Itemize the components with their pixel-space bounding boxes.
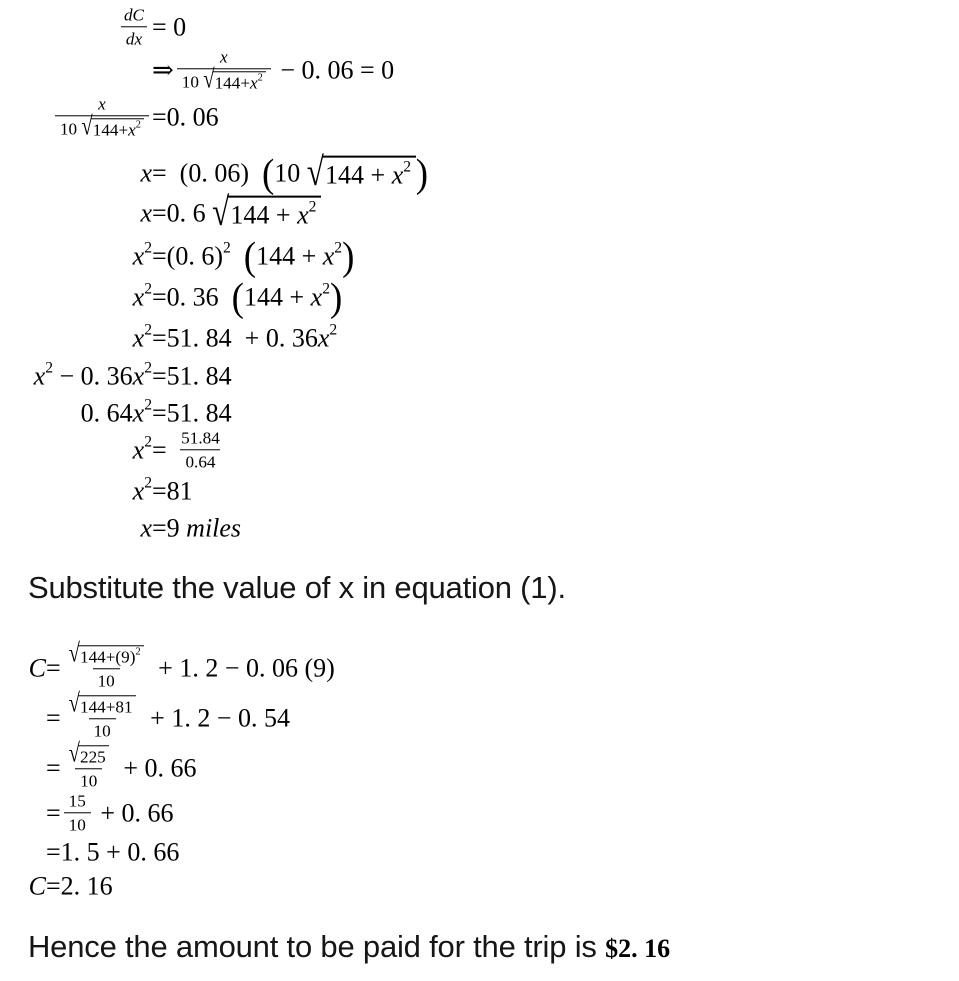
equation-rhs: [46, 791, 174, 834]
math-text: − 0. 06 = 0: [273, 55, 395, 85]
fraction-denominator: [89, 718, 116, 741]
eq-x-simplified: [0, 188, 959, 234]
eq-x-squared-036: [0, 274, 959, 319]
radicand: [91, 118, 144, 140]
equation-lhs: [0, 512, 152, 543]
radical-sign-icon: √: [203, 65, 215, 94]
fraction-numerator: [215, 47, 233, 68]
math-text: 144 +: [230, 200, 298, 230]
math-text: 144+81: [80, 697, 133, 717]
math-text: =: [46, 798, 61, 828]
math-text: 15: [68, 791, 86, 811]
math-text: =0. 36: [152, 282, 232, 312]
math-text: − 0. 36: [52, 361, 133, 391]
equation-lhs: [0, 652, 46, 683]
math-variable: x: [132, 323, 145, 353]
math-text: 10: [274, 158, 307, 188]
radicand: [78, 645, 144, 667]
math-text: + 0. 66: [116, 753, 197, 783]
equation-rhs: [46, 690, 290, 741]
math-variable: x: [220, 47, 228, 67]
superscript: 2: [144, 433, 152, 451]
eq-implies-ratio-minus: [0, 47, 959, 92]
math-text: =: [152, 435, 174, 465]
amount-value: $2. 16: [605, 934, 671, 963]
stretched-paren: (: [231, 274, 244, 319]
equation-rhs: [152, 397, 232, 428]
superscript: 2: [334, 239, 343, 257]
square-root: [306, 148, 416, 194]
fraction: [64, 690, 141, 741]
fraction: [176, 428, 225, 471]
square-root: [68, 690, 136, 719]
math-variable: x: [250, 73, 258, 93]
radicand: [78, 745, 109, 767]
equation-rhs: [152, 11, 186, 42]
math-text: 10: [59, 118, 82, 138]
equation-rhs: [152, 428, 228, 471]
math-text: 144 +: [256, 241, 323, 271]
equation-lhs: [0, 434, 152, 465]
superscript: 2: [329, 321, 338, 339]
math-text: =9: [152, 513, 187, 543]
math-text: 144+: [92, 120, 129, 140]
superscript: 2: [144, 280, 152, 298]
math-text: =0. 6: [152, 198, 213, 228]
radical-sign-icon: √: [81, 112, 93, 141]
math-text: + 1. 2 − 0. 54: [143, 703, 290, 733]
superscript: 2: [257, 72, 263, 84]
math-text: 10: [93, 721, 111, 741]
equation-lhs: [0, 240, 152, 271]
radical-sign-icon: √: [212, 188, 230, 234]
math-text: 10: [181, 71, 204, 91]
stretched-paren: ): [329, 274, 343, 319]
eq-81: [0, 475, 959, 506]
radicand: [322, 156, 416, 191]
equation-lhs: [0, 5, 152, 48]
eq-C-step5: [0, 836, 959, 867]
stretched-paren: (: [243, 233, 257, 278]
equation-lhs: [0, 322, 152, 353]
radicand: [213, 71, 266, 93]
fraction-denominator: [121, 26, 147, 49]
math-text: 10: [68, 815, 86, 834]
math-text: =51. 84 + 0. 36: [152, 323, 318, 353]
math-text: =2. 16: [46, 871, 113, 901]
equation-rhs: [46, 836, 179, 867]
eq-ratio-equals: [0, 94, 959, 139]
fraction-denominator: [55, 112, 149, 141]
heading-conclusion: [28, 929, 670, 965]
math-variable: dC: [123, 5, 144, 25]
math-variable: x: [132, 361, 145, 391]
heading-substitute: [28, 570, 566, 606]
stretched-paren: (: [261, 150, 275, 195]
radicand: [227, 196, 321, 231]
square-root: [68, 640, 144, 669]
fraction: [64, 791, 91, 834]
equation-lhs: [0, 475, 152, 506]
radical-sign-icon: √: [68, 640, 80, 669]
fraction: [64, 740, 114, 791]
equation-rhs: [152, 188, 321, 234]
equation-rhs: [152, 475, 193, 506]
fraction-denominator: [180, 449, 220, 472]
equation-rhs: [152, 274, 343, 319]
math-text: 10: [80, 771, 98, 791]
equation-rhs: [46, 740, 197, 791]
radical-sign-icon: √: [306, 148, 324, 194]
equation-rhs: [152, 322, 337, 353]
equation-lhs: [0, 197, 152, 228]
stretched-paren: ): [342, 233, 355, 278]
math-variable: x: [132, 398, 145, 428]
square-root: [203, 65, 266, 94]
eq-divide: [0, 428, 959, 471]
math-variable: x: [132, 476, 145, 506]
math-variable: x: [310, 282, 323, 312]
eq-C-step2: [0, 690, 959, 741]
math-text: 144 +: [325, 160, 392, 190]
equation-rhs: [152, 47, 394, 92]
math-variable: x: [132, 435, 145, 465]
fraction-numerator: [119, 5, 149, 26]
radical-sign-icon: √: [68, 690, 80, 719]
equation-rhs: [152, 233, 355, 278]
eq-derivative-zero: [0, 5, 959, 48]
eq-collect-terms: [0, 360, 959, 391]
equation-lhs: [0, 157, 152, 188]
eq-C-step3: [0, 740, 959, 791]
radicand: [78, 695, 136, 717]
fraction-numerator: [64, 791, 91, 812]
square-root: [212, 188, 321, 234]
math-text: =: [46, 753, 61, 783]
math-variable: x: [317, 323, 330, 353]
fraction: [119, 5, 149, 48]
math-text: =0. 06: [152, 102, 219, 132]
math-text: [231, 240, 244, 271]
equation-lhs: [0, 94, 152, 139]
fraction-denominator: [93, 668, 120, 691]
math-text: + 0. 66: [93, 798, 174, 828]
math-variable: x: [391, 160, 404, 190]
superscript: 2: [45, 359, 53, 377]
fraction-numerator: [64, 740, 114, 769]
math-text: 144+(9): [80, 647, 136, 667]
math-variable: C: [28, 871, 46, 901]
eq-expanded: [0, 322, 959, 353]
math-variable: x: [98, 94, 106, 114]
math-text: =(0. 6): [152, 241, 223, 271]
equation-rhs: [152, 148, 428, 195]
math-text: =: [46, 703, 61, 733]
math-variable: x: [140, 513, 152, 543]
math-text: =: [46, 653, 61, 683]
superscript: 2: [308, 198, 317, 216]
math-variable: x: [128, 120, 136, 140]
fraction-denominator: [177, 65, 271, 94]
superscript: 2: [135, 119, 141, 131]
math-text: 144 +: [243, 282, 311, 312]
eq-C-step4: [0, 791, 959, 834]
math-variable: x: [140, 198, 152, 228]
math-text: 0. 64: [80, 398, 133, 428]
equation-rhs: [152, 512, 241, 543]
math-text: =51. 84: [152, 398, 232, 428]
math-variable: x: [132, 241, 145, 271]
fraction-numerator: [64, 640, 149, 669]
square-root: [81, 112, 144, 141]
eq-064: [0, 397, 959, 428]
equation-lhs: [0, 397, 152, 428]
fraction-denominator: [64, 812, 91, 835]
eq-x-product: [0, 148, 959, 195]
eq-x-squared: [0, 233, 959, 278]
eq-C-substituted: [0, 640, 959, 691]
math-text: = (0. 06): [152, 158, 262, 188]
equation-lhs: [0, 870, 46, 901]
math-variable: x: [33, 361, 46, 391]
equation-rhs: [152, 101, 219, 132]
fraction: [177, 47, 271, 92]
stretched-paren: ): [415, 150, 428, 195]
math-text: =81: [152, 476, 193, 506]
math-text: 10: [97, 671, 115, 691]
math-text: = 0: [152, 12, 187, 42]
superscript: 2: [144, 474, 152, 492]
math-text: 51.84: [181, 428, 220, 448]
math-text: + 1. 2 − 0. 06 (9): [151, 653, 335, 683]
math-variable: x: [132, 282, 145, 312]
equation-lhs: [0, 360, 152, 391]
eq-x-9-miles: [0, 512, 959, 543]
equation-lhs: [0, 281, 152, 312]
math-text: 225: [80, 747, 106, 767]
math-text: 0.64: [185, 452, 216, 471]
superscript: 2: [403, 158, 412, 176]
math-variable: miles: [186, 513, 242, 543]
superscript: 2: [222, 239, 231, 257]
equation-rhs: [46, 640, 335, 691]
math-text: 144+: [214, 73, 251, 93]
superscript: 2: [144, 396, 152, 414]
fraction: [64, 640, 149, 691]
square-root: [68, 740, 109, 769]
superscript: 2: [144, 359, 152, 377]
math-variable: x: [140, 158, 152, 188]
math-variable: C: [28, 653, 46, 683]
math-text: =1. 5 + 0. 66: [46, 837, 180, 867]
superscript: 2: [144, 239, 152, 257]
math-variable: dx: [125, 29, 143, 48]
math-variable: x: [297, 200, 309, 230]
heading-text: Hence the amount to be paid for the trip is: [28, 929, 606, 964]
math-text: =51. 84: [152, 361, 232, 391]
fraction-denominator: [75, 768, 102, 791]
fraction-numerator: [93, 94, 111, 115]
equation-rhs: [152, 360, 232, 391]
superscript: 2: [322, 280, 330, 298]
equation-rhs: [46, 870, 113, 901]
math-variable: x: [322, 241, 335, 271]
fraction: [55, 94, 149, 139]
fraction-numerator: [176, 428, 225, 449]
superscript: 2: [144, 321, 152, 339]
heading-text: Substitute the value of x in equation (1).: [28, 570, 566, 605]
radical-sign-icon: √: [68, 740, 80, 769]
superscript: 2: [135, 646, 141, 658]
fraction-numerator: [64, 690, 141, 719]
eq-C-result: [0, 870, 959, 901]
math-text: ⇒: [152, 55, 174, 85]
